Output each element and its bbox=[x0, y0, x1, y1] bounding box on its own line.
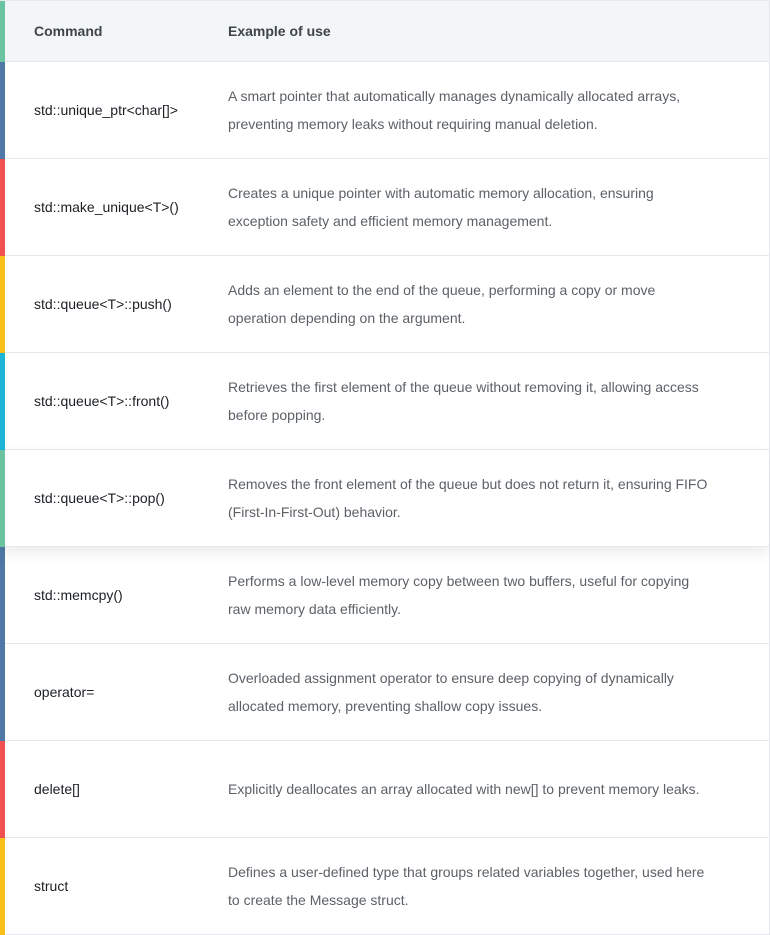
command-cell: std::unique_ptr<char[]> bbox=[34, 102, 178, 118]
table-row bbox=[0, 256, 769, 353]
row-accent-bar bbox=[0, 62, 5, 159]
table-row bbox=[0, 644, 769, 741]
row-accent-bar bbox=[0, 353, 5, 450]
command-cell: std::make_unique<T>() bbox=[34, 199, 179, 215]
command-cell: std::memcpy() bbox=[34, 587, 123, 603]
table-header bbox=[0, 0, 769, 62]
row-accent-bar bbox=[0, 838, 5, 935]
command-cell: std::queue<T>::pop() bbox=[34, 490, 165, 506]
example-cell: Retrieves the first element of the queue without removing it, allowing access before popping. bbox=[228, 379, 699, 423]
example-cell: Creates a unique pointer with automatic memory allocation, ensuring exception safety and efficient memory management. bbox=[228, 185, 654, 229]
example-cell: Defines a user-defined type that groups related variables together, used here to create the Message struct. bbox=[228, 864, 705, 908]
command-cell: std::queue<T>::push() bbox=[34, 296, 172, 312]
table-row-hovered[interactable] bbox=[0, 450, 769, 547]
row-accent-bar bbox=[0, 741, 5, 838]
table-row bbox=[0, 838, 769, 935]
example-cell: A smart pointer that automatically manages dynamically allocated arrays, preventing memory leaks without requiring manual deletion. bbox=[228, 88, 681, 132]
row-accent-bar bbox=[0, 450, 5, 547]
command-cell: struct bbox=[34, 878, 69, 894]
header-accent-bar bbox=[0, 1, 5, 62]
example-cell: Removes the front element of the queue but does not return it, ensuring FIFO (First-In-First-Out) behavior. bbox=[228, 476, 708, 520]
table-row bbox=[0, 62, 769, 159]
table-row bbox=[0, 741, 769, 838]
command-cell: operator= bbox=[34, 684, 95, 700]
row-accent-bar bbox=[0, 256, 5, 353]
table-row bbox=[0, 547, 769, 644]
example-column-header: Example of use bbox=[228, 23, 331, 39]
row-accent-bar bbox=[0, 644, 5, 741]
row-accent-bar bbox=[0, 159, 5, 256]
command-cell: delete[] bbox=[34, 781, 80, 797]
example-cell: Explicitly deallocates an array allocated with new[] to prevent memory leaks. bbox=[228, 781, 700, 797]
example-cell: Performs a low-level memory copy between two buffers, useful for copying raw memory data efficiently. bbox=[228, 573, 690, 617]
example-cell: Adds an element to the end of the queue, performing a copy or move operation depending on the argument. bbox=[228, 282, 656, 326]
command-column-header: Command bbox=[34, 23, 103, 39]
table-row bbox=[0, 159, 769, 256]
example-cell: Overloaded assignment operator to ensure deep copying of dynamically allocated memory, preventing shallow copy issues. bbox=[228, 670, 674, 714]
command-cell: std::queue<T>::front() bbox=[34, 393, 170, 409]
table-row bbox=[0, 353, 769, 450]
row-accent-bar bbox=[0, 547, 5, 644]
